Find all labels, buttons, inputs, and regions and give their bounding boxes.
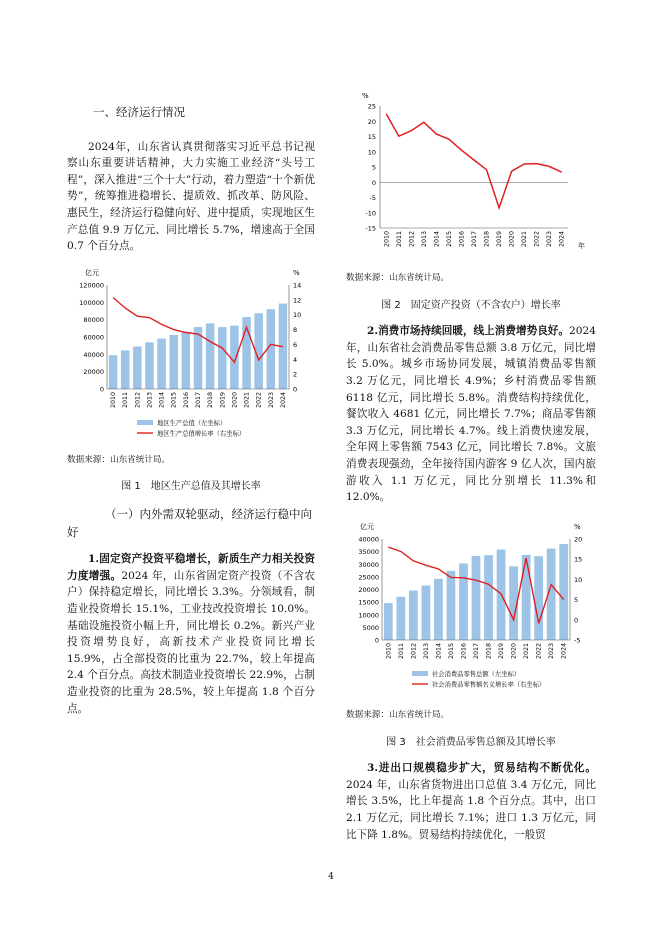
legend-bar-swatch: [137, 420, 153, 425]
x-tick-label: 2011: [122, 392, 130, 409]
bar: [182, 332, 190, 389]
x-tick-label: 2015: [447, 643, 455, 660]
legend-bar-label: 地区生产总值（左坐标）: [157, 420, 227, 427]
fig3-source: 数据来源：山东省统计局。: [346, 710, 450, 720]
x-tick-label: 2015: [170, 392, 178, 409]
left-tick-label: 0: [374, 636, 379, 645]
x-tick-label: 2018: [207, 392, 215, 409]
consumption-lead: 2.消费市场持续回暖，线上消费增势良好。: [367, 325, 570, 338]
x-tick-label: 2010: [383, 231, 391, 248]
fig2-source: 数据来源：山东省统计局。: [346, 273, 450, 283]
x-tick-label: 2020: [510, 643, 518, 660]
consumption-paragraph: [346, 323, 596, 506]
left-tick-label: 60000: [83, 333, 104, 342]
gdp-chart: [67, 264, 323, 446]
y-tick-label: 25: [367, 102, 376, 111]
x-tick-label: 2014: [433, 231, 441, 248]
legend-bar-swatch: [412, 671, 428, 676]
x-tick-label: 2016: [182, 392, 190, 409]
left-tick-label: 10000: [358, 611, 379, 620]
x-tick-label: 2013: [420, 231, 428, 248]
left-tick-label: 35000: [358, 548, 379, 557]
left-tick-label: 25000: [358, 573, 379, 582]
right-unit-label: %: [293, 269, 300, 277]
x-tick-label: 2020: [231, 392, 239, 409]
retail-chart: [346, 518, 596, 698]
right-tick-label: 2: [293, 370, 298, 379]
x-tick-label: 2012: [408, 231, 416, 248]
x-tick-label: 2013: [146, 392, 154, 409]
x-tick-label: 2011: [395, 231, 403, 248]
bar: [121, 350, 129, 389]
bar: [169, 335, 177, 389]
x-tick-label: 2010: [110, 392, 118, 409]
x-tick-label: 2022: [535, 643, 543, 660]
x-tick-label: 2023: [548, 643, 556, 660]
page-number: 4: [328, 872, 334, 882]
fig2-caption: 图 2 固定资产投资（不含农户）增长率: [381, 299, 561, 311]
x-tick-label: 2017: [473, 643, 480, 660]
x-tick-label: 2016: [458, 231, 466, 248]
left-unit-label: 亿元: [360, 523, 374, 531]
x-tick-label: 2024: [558, 231, 566, 248]
x-tick-label: 2017: [195, 392, 202, 409]
y-tick-label: 10: [367, 148, 376, 157]
y-tick-label: 0: [371, 178, 376, 187]
legend-bar-label: 社会消费品零售总额（左坐标）: [432, 671, 521, 678]
right-tick-label: 10: [293, 311, 302, 320]
bar: [396, 597, 405, 640]
y-tick-label: 5: [371, 163, 376, 172]
bar: [109, 355, 117, 389]
right-tick-label: 20: [574, 535, 583, 544]
legend-line-label: 社会消费品零售额名义增长率（右坐标）: [432, 681, 546, 689]
x-tick-label: 2022: [255, 392, 263, 409]
right-tick-label: 15: [574, 555, 583, 564]
left-tick-label: 0: [99, 385, 104, 394]
consumption-text: 2024 年，山东省社会消费品零售总额 3.8 万亿元，同比增长 5.0%。城乡市场协同发展，城镇消费品零售额 3.2 万亿元，同比增长 4.9%；乡村消费品零售额 6118 亿元，同比增长 5.8%。消费结构持续优化，餐饮收入 4681 亿元，同比增长 7.7%；商品零售额 3.3 万亿元，同比增长 4.7%。线上消费快速发展，全年网上零售额 7543 亿元，同比增长 7.8%。文旅消费表现强劲，全年接待国内游客 9 亿人次，国内旅游收入 1.1 万亿元，同比分别增长 11.3%和 12.0%。: [346, 325, 596, 504]
right-tick-label: 6: [293, 340, 298, 349]
bar: [230, 326, 238, 389]
bar: [559, 544, 568, 640]
right-tick-label: 12: [293, 296, 302, 305]
x-tick-label: 2021: [521, 231, 529, 248]
trade-lead: 3.进出口规模稳步扩大，贸易结构不断优化。: [367, 762, 596, 775]
growth-line: [386, 114, 561, 208]
left-tick-label: 15000: [358, 598, 379, 607]
y-tick-label: 20: [367, 117, 376, 126]
unit-label: %: [362, 92, 369, 100]
x-tick-label: 2010: [385, 643, 393, 660]
investment-lead: 1.固定资产投资平稳增长，新质生产力相关投资力度增强。: [67, 553, 315, 582]
trade-paragraph: [346, 760, 596, 843]
right-tick-label: 0: [293, 385, 298, 394]
bar: [384, 603, 393, 640]
x-tick-label: 2019: [498, 643, 506, 660]
bar: [145, 342, 153, 389]
legend-line-label: 地区生产总值增长率（右坐标）: [157, 430, 246, 438]
bar: [218, 327, 226, 389]
x-tick-label: 2019: [219, 392, 227, 409]
left-tick-label: 40000: [358, 535, 379, 544]
fig1-caption: 图 1 地区生产总值及其增长率: [121, 480, 261, 492]
x-tick-label: 2011: [397, 643, 405, 660]
bar: [534, 556, 543, 640]
x-tick-label: 2021: [523, 643, 531, 660]
intro-paragraph: 2024年，山东省认真贯彻落实习近平总书记视察山东重要讲话精神，大力实施工业经济“头号工程”，深入推进“三个十大”行动，着力塑造“十个新优势”，统筹推进稳增长、提质效、抓改革、防风险、惠民生，经济运行稳健向好、进中提质，实现地区生产总值 9.9 万亿元、同比增长 5.7%，增速高于全国 0.7 个百分点。: [67, 140, 315, 253]
section-heading: 一、经济运行情况: [93, 105, 185, 119]
right-tick-label: 4: [293, 355, 298, 364]
x-tick-label: 2019: [496, 231, 504, 248]
bar: [459, 563, 468, 640]
x-tick-label: 2014: [158, 392, 166, 409]
x-tick-label: 2018: [485, 643, 493, 660]
right-tick-label: 8: [293, 326, 298, 335]
y-tick-label: -5: [369, 194, 376, 202]
y-tick-label: -15: [365, 224, 376, 233]
left-tick-label: 120000: [79, 281, 104, 290]
left-tick-label: 80000: [83, 316, 104, 325]
x-tick-label: 2012: [134, 392, 142, 409]
investment-text: 2024 年，山东省固定资产投资（不含农户）保持稳定增长，同比增长 3.3%。分领域看，制造业投资增长 15.1%，工业技改投资增长 10.0%。基础设施投资小幅上升，同比增长 0.2%。新兴产业投资增势良好，高新技术产业投资同比增长 15.9%，占全部投资的比重为 22.7%，较上年提高 2.4 个百分点。高技术制造业投资增长 22.9%，占制造业投资的比重为 28.5%，较上年提高 1.8 个百分点。: [67, 569, 316, 715]
left-unit-label: 亿元: [85, 269, 99, 277]
x-tick-label: 2015: [445, 231, 453, 248]
x-tick-label: 2013: [422, 643, 430, 660]
trade-text: 2024 年，山东省货物进出口总值 3.4 万亿元，同比增长 3.5%，比上年提高 1.8 个百分点。其中，出口 2.1 万亿元，同比增长 7.1%；进口 1.3 万亿元，同比下降 1.8%。贸易结构持续优化，一般贸: [346, 778, 596, 841]
bar: [157, 339, 165, 389]
x-tick-label: 2018: [483, 231, 491, 248]
left-tick-label: 5000: [362, 623, 379, 632]
left-column: [67, 104, 315, 255]
investment-paragraph: [67, 551, 315, 717]
x-axis-label: 年: [578, 242, 585, 250]
x-tick-label: 2020: [508, 231, 516, 248]
fig3-caption: 图 3 社会消费品零售总额及其增长率: [386, 736, 556, 748]
x-tick-label: 2024: [279, 392, 287, 409]
x-tick-label: 2012: [410, 643, 418, 660]
x-tick-label: 2014: [435, 643, 443, 660]
x-tick-label: 2017: [471, 231, 478, 248]
x-tick-label: 2016: [460, 643, 468, 660]
y-tick-label: 15: [367, 133, 376, 141]
left-tick-label: 100000: [79, 298, 104, 307]
investment-chart: [346, 86, 596, 264]
bar: [447, 571, 456, 640]
x-tick-label: 2022: [533, 231, 541, 248]
right-tick-label: -5: [574, 636, 581, 645]
sub-heading: （一）内外需双轮驱动，经济运行稳中向好: [67, 507, 312, 540]
bar: [484, 555, 493, 640]
x-tick-label: 2021: [243, 392, 251, 409]
bar: [434, 579, 443, 640]
right-tick-label: 10: [574, 575, 583, 584]
left-tick-label: 20000: [358, 586, 379, 594]
fig1-source: 数据来源：山东省统计局。: [67, 455, 171, 465]
x-tick-label: 2023: [546, 231, 554, 248]
bar: [133, 347, 141, 389]
x-tick-label: 2023: [267, 392, 275, 409]
right-tick-label: 14: [293, 281, 302, 290]
right-tick-label: 0: [574, 616, 579, 625]
y-tick-label: -10: [365, 209, 376, 218]
bar: [421, 585, 430, 640]
bar: [522, 555, 531, 640]
left-tick-label: 20000: [83, 368, 104, 377]
bar: [206, 323, 214, 389]
bar: [472, 556, 481, 640]
right-unit-label: %: [574, 523, 581, 531]
x-tick-label: 2024: [560, 643, 568, 660]
left-tick-label: 30000: [358, 560, 379, 569]
left-tick-label: 40000: [83, 350, 104, 359]
bar: [409, 591, 418, 640]
right-tick-label: 5: [574, 596, 579, 605]
